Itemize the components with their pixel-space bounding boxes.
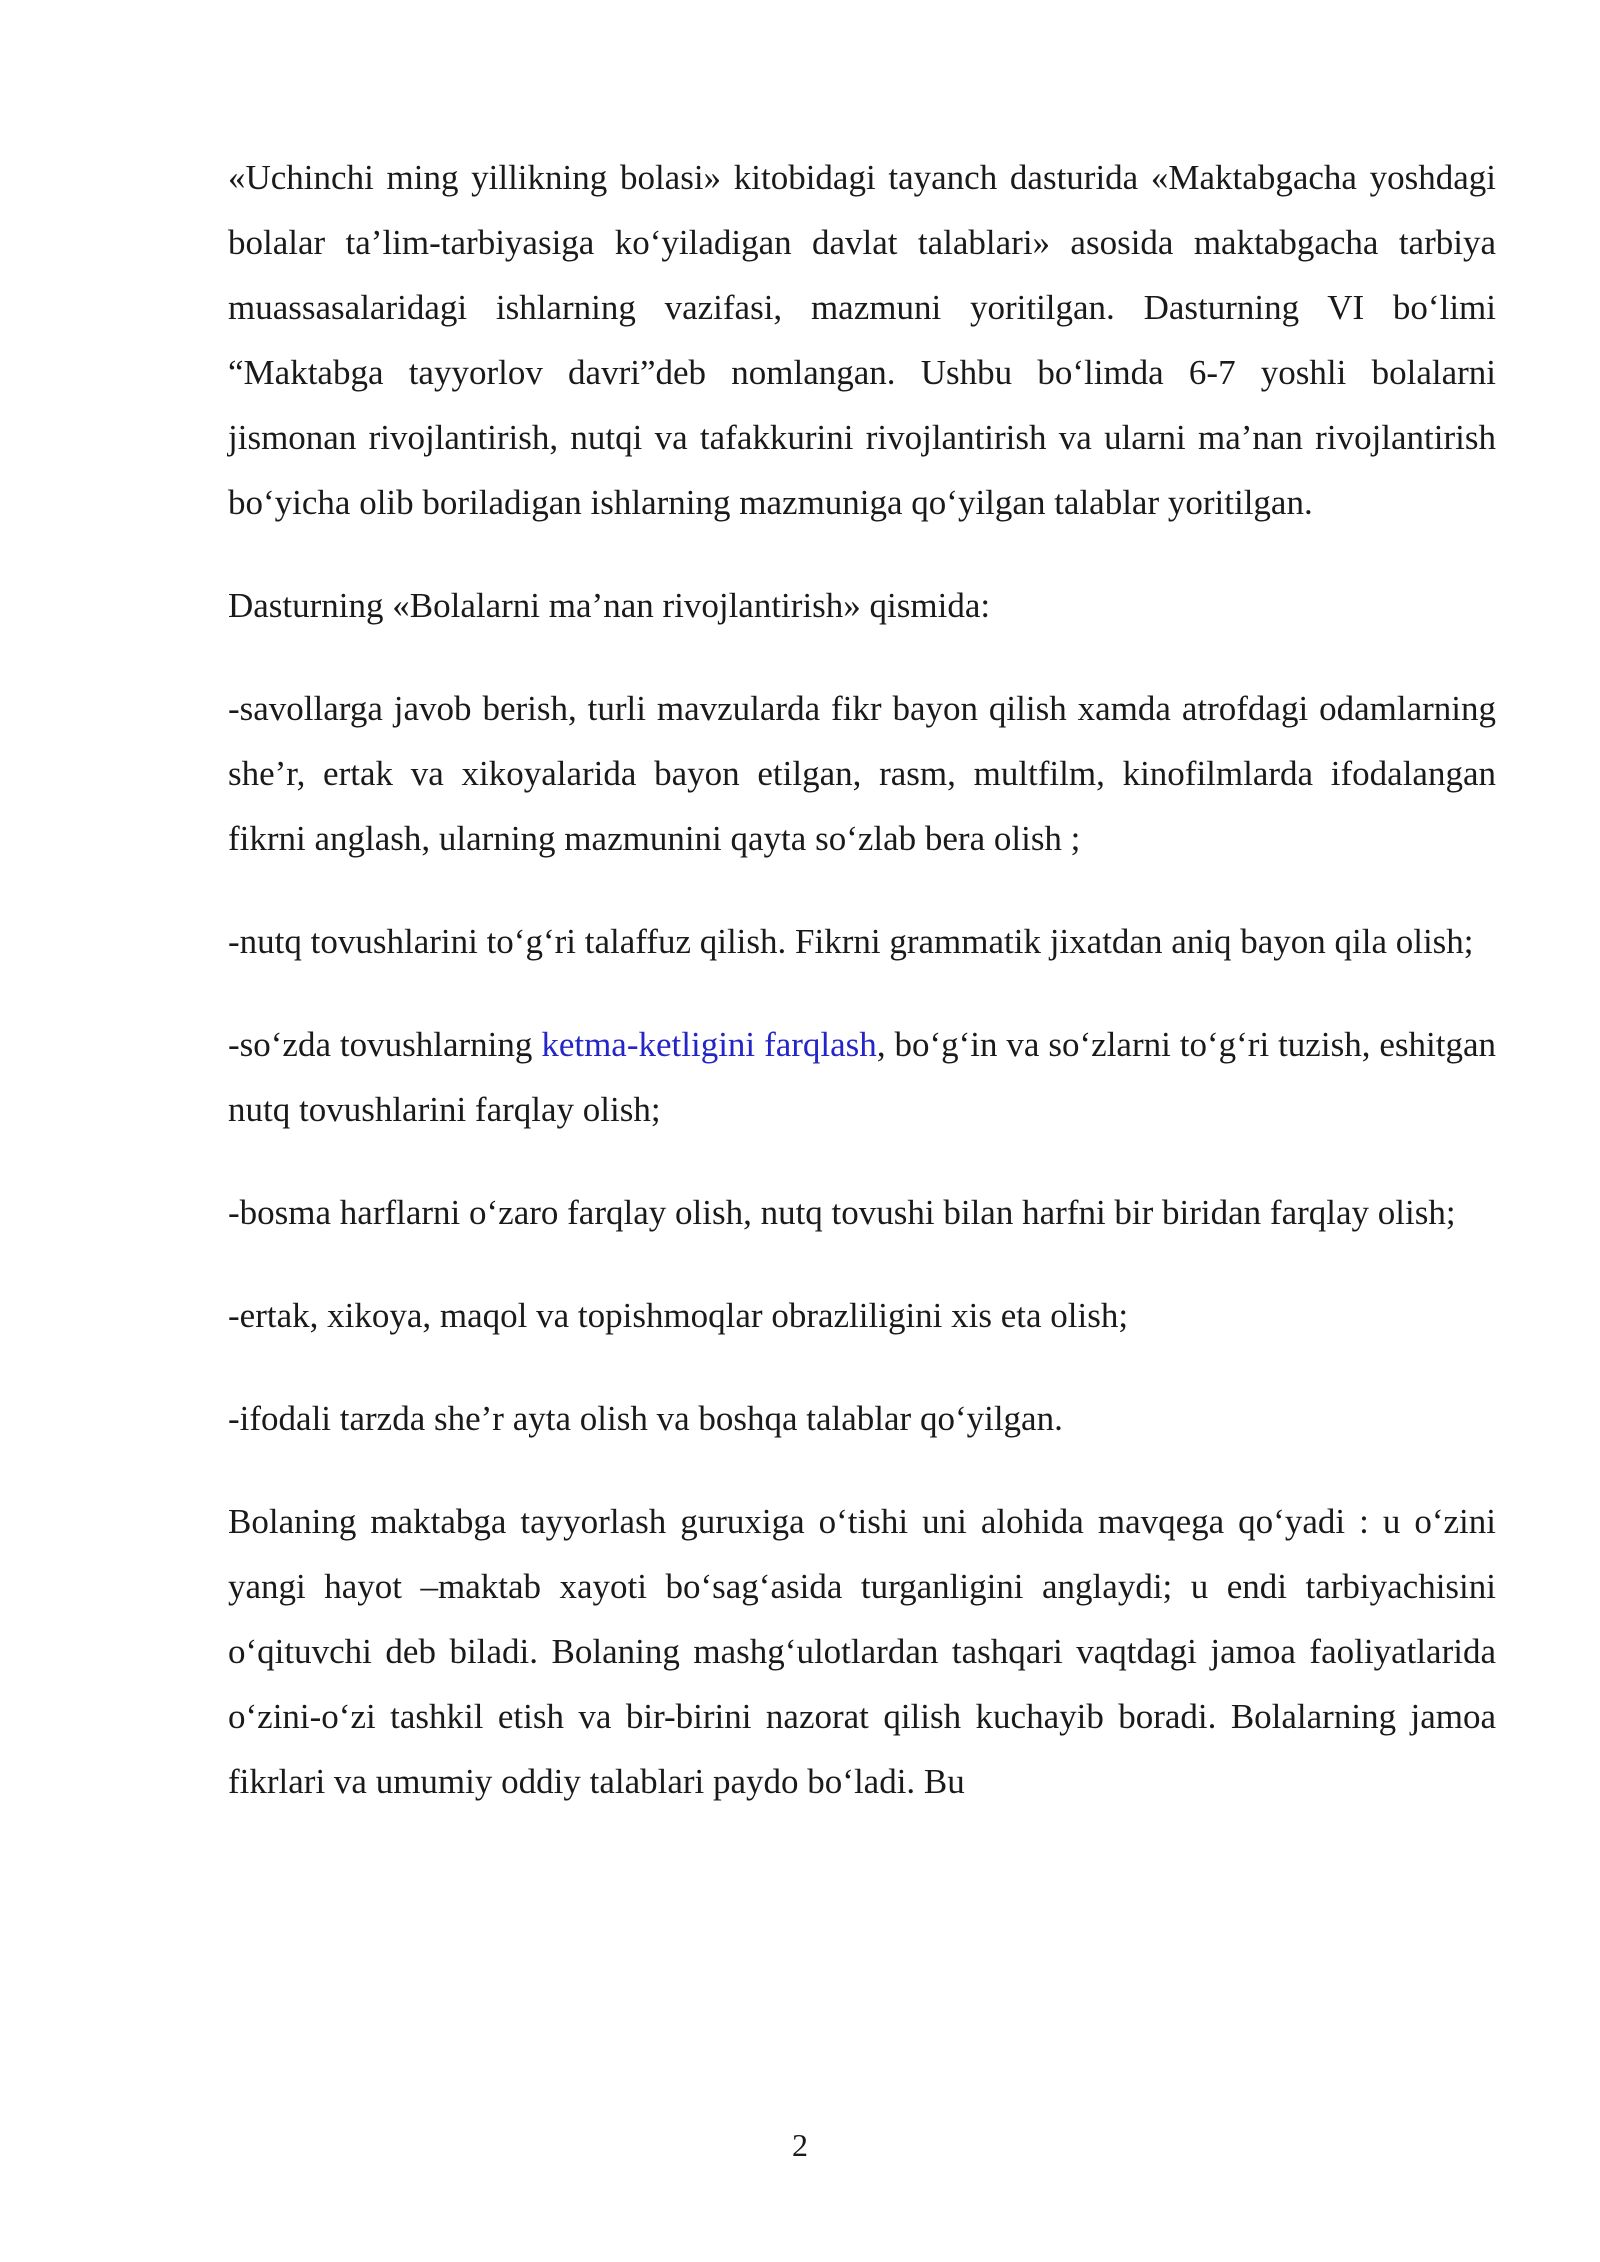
- list-item-pronunciation: -nutq tovushlarini to‘g‘ri talaffuz qilish. Fikrni grammatik jixatdan aniq bayon qila olish;: [228, 922, 1474, 961]
- ketma-ketligini-farqlash-link[interactable]: ketma-ketligini farqlash: [541, 1025, 877, 1064]
- list-item-printed-letters: -bosma harflarni o‘zaro farqlay olish, nutq tovushi bilan harfni bir biridan farqlay olish;: [228, 1193, 1456, 1232]
- document-page: [228, 145, 1496, 1814]
- sound-order-text-after: , bo‘g‘in va so‘zlarni to‘g‘ri tuzish, eshitgan nutq tovushlarini farqlay olish;: [228, 1025, 1496, 1129]
- list-item-answer-questions: -savollarga javob berish, turli mavzularda fikr bayon qilish xamda atrofdagi odamlarning she’r, ertak va xikoyalarida bayon etilgan, rasm, multfilm, kinofilmlarda ifodalangan fikrni anglash, ularning mazmunini qayta so‘zlab bera olish ;: [228, 689, 1496, 858]
- list-item-sound-order: [228, 1012, 1496, 1142]
- sound-order-text-before: -so‘zda tovushlarning: [228, 1025, 542, 1064]
- page-number: 2: [792, 2127, 808, 2163]
- list-item-fairy-tales: -ertak, xikoya, maqol va topishmoqlar obrazliligini xis eta olish;: [228, 1296, 1129, 1335]
- list-item-poems: -ifodali tarzda she’r ayta olish va boshqa talablar qo‘yilgan.: [228, 1399, 1063, 1438]
- paragraph-school-transition: Bolaning maktabga tayyorlash guruxiga o‘tishi uni alohida mavqega qo‘yadi : u o‘zini yangi hayot –maktab xayoti bo‘sag‘asida turganligini anglaydi; u endi tarbiyachisini o‘qituvchi deb biladi. Bolaning mashg‘ulotlardan tashqari vaqtdagi jamoa faoliyatlarida o‘zini-o‘zi tashkil etish va bir-birini nazorat qilish kuchayib boradi. Bolalarning jamoa fikrlari va umumiy oddiy talablari paydo bo‘ladi. Bu: [228, 1502, 1496, 1801]
- paragraph-intro: «Uchinchi ming yillikning bolasi» kitobidagi tayanch dasturida «Maktabgacha yoshdagi bolalar ta’lim-tarbiyasiga ko‘yiladigan davlat talablari» asosida maktabgacha tarbiya muassasalaridagi ishlarning vazifasi, mazmuni yoritilgan. Dasturning VI bo‘limi “Maktabga tayyorlov davri”deb nomlangan. Ushbu bo‘limda 6-7 yoshli bolalarni jismonan rivojlantirish, nutqi va tafakkurini rivojlantirish va ularni ma’nan rivojlantirish bo‘yicha olib boriladigan ishlarning mazmuniga qo‘yilgan talablar yoritilgan.: [228, 158, 1496, 522]
- paragraph-section-heading: Dasturning «Bolalarni ma’nan rivojlantirish» qismida:: [228, 586, 991, 625]
